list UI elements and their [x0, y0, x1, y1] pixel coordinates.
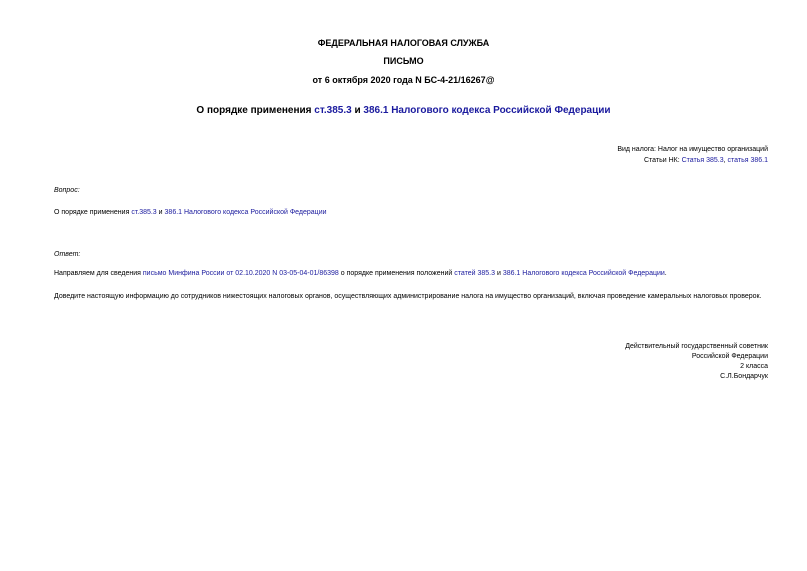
question-text — [54, 208, 768, 218]
signature-rank: Действительный государственный советник — [625, 343, 768, 350]
question-link-386-1[interactable]: 386.1 Налогового кодекса Российской Федерации — [164, 209, 327, 216]
articles-separator: , — [723, 157, 728, 164]
tax-type: Вид налога: Налог на имущество организаций — [617, 146, 768, 153]
subject-link-article-385-3[interactable]: ст.385.3 — [314, 105, 352, 116]
tax-code-articles — [644, 156, 768, 166]
question-and: и — [156, 209, 165, 216]
document-type: ПИСЬМО — [383, 56, 424, 66]
document-date-number: от 6 октября 2020 года N БС-4-21/16267@ — [312, 75, 495, 85]
signature-class: 2 класса — [740, 363, 768, 370]
answer-link-minfin-letter[interactable]: письмо Минфина России от 02.10.2020 N 03-05-04-01/86398 — [142, 270, 339, 277]
answer-link-385-3[interactable]: статей 385.3 — [454, 270, 495, 277]
document-subject — [0, 105, 807, 117]
signature-name: С.Л.Бондарчук — [720, 373, 768, 380]
subject-link-article-386-1[interactable]: 386.1 Налогового кодекса Российской Федерации — [363, 105, 611, 116]
question-label: Вопрос: — [54, 187, 80, 194]
question-prefix: О порядке применения — [54, 209, 132, 216]
articles-link-385-3[interactable]: Статья 385.3 — [681, 157, 724, 164]
answer-label: Ответ: — [54, 251, 81, 258]
answer-p1-prefix: Направляем для сведения — [54, 270, 143, 277]
question-link-385-3[interactable]: ст.385.3 — [131, 209, 157, 216]
answer-paragraph-1 — [54, 269, 768, 279]
agency-title: ФЕДЕРАЛЬНАЯ НАЛОГОВАЯ СЛУЖБА — [317, 38, 490, 48]
subject-and: и — [351, 105, 364, 116]
answer-p1-mid: о порядке применения положений — [338, 270, 455, 277]
subject-prefix: О порядке применения — [196, 105, 315, 116]
answer-link-386-1[interactable]: 386.1 Налогового кодекса Российской Федерации — [502, 270, 665, 277]
articles-link-386-1[interactable]: статья 386.1 — [727, 157, 768, 164]
signature-country: Российской Федерации — [691, 353, 768, 360]
articles-prefix: Статьи НК: — [643, 157, 682, 164]
answer-paragraph-2: Доведите настоящую информацию до сотрудников нижестоящих налоговых органов, осуществляющих администрирование налога на имущество организаций, включая проведение камеральных налоговых проверок. — [54, 293, 762, 300]
answer-p1-and: и — [495, 270, 503, 277]
answer-p1-end: . — [664, 270, 667, 277]
